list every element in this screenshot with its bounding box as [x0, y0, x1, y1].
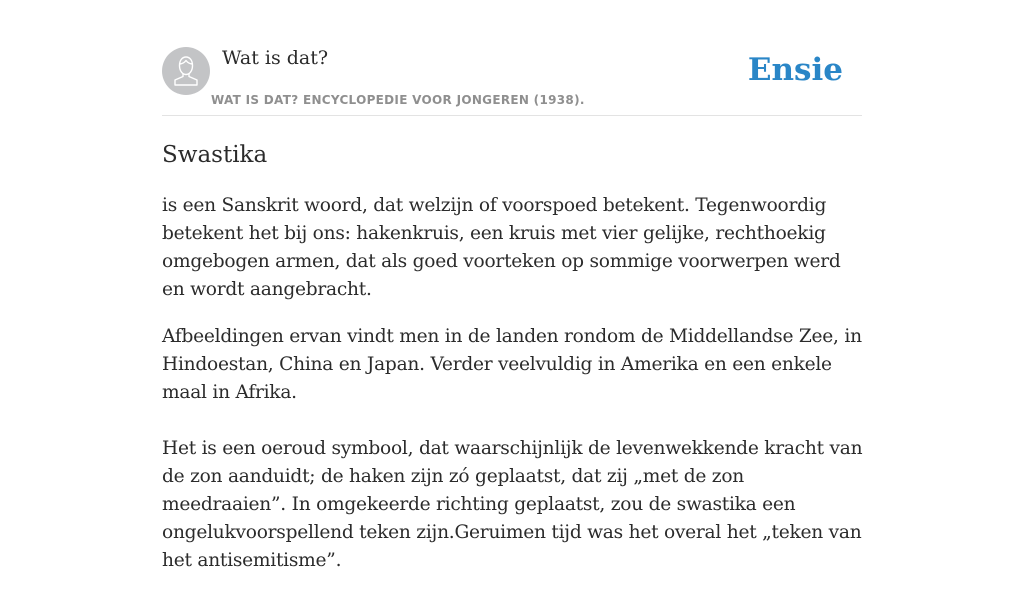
article-paragraph-2: Afbeeldingen ervan vindt men in de landen rondom de Middellandse Zee, in Hindoestan, China en Japan. Verder veelvuldig in Amerika en een enkele maal in Afrika.	[162, 326, 862, 403]
person-icon	[162, 47, 210, 95]
article-paragraph-1: is een Sanskrit woord, dat welzijn of voorspoed betekent. Tegenwoordig betekent het bij ons: hakenkruis, een kruis met vier gelijke, rechthoekig omgebogen armen, dat als goed voorteken op sommige voorwerpen werd en wordt aangebracht.	[162, 195, 841, 300]
article-title: Swastika	[162, 142, 268, 168]
article-paragraph-3: Het is een oeroud symbool, dat waarschijnlijk de levenwekkende kracht van de zon aanduidt; de haken zijn zó geplaatst, dat zij „met de zon meedraaien”. In omgekeerde richting geplaatst, zou de swastika een ongelukvoorspellend teken zijn.Geruimen tijd was het overal het „teken van het antisemitisme”.	[162, 438, 863, 571]
source-subtitle: WAT IS DAT? ENCYCLOPEDIE VOOR JONGEREN (1938).	[211, 93, 585, 107]
ensie-logo[interactable]: Ensie	[747, 52, 843, 88]
article-body	[162, 192, 866, 594]
avatar[interactable]	[162, 47, 210, 95]
source-title[interactable]: Wat is dat?	[222, 47, 329, 69]
source-header	[162, 46, 862, 116]
